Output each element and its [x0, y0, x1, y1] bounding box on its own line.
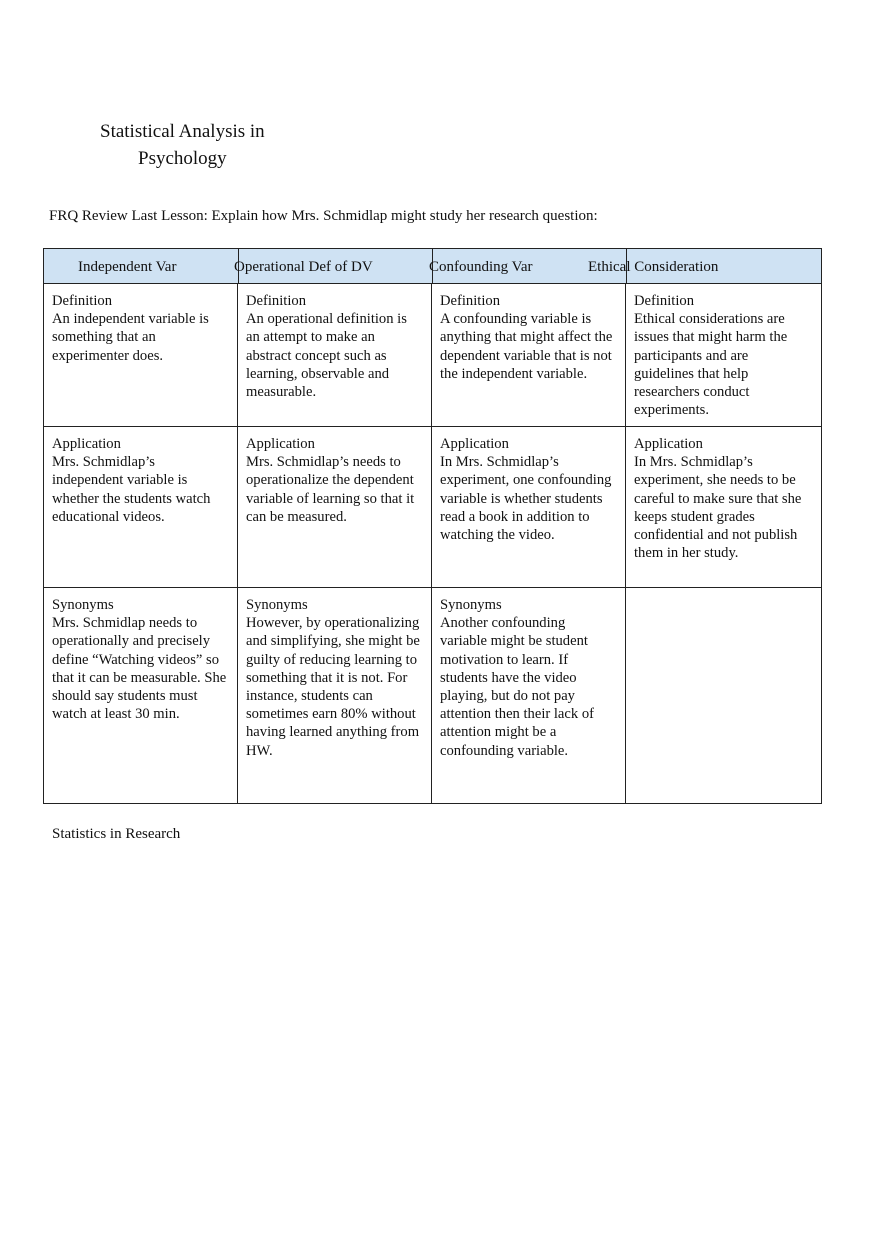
cell-text: Ethical considerations are issues that might harm the participants and are guidelines that help researchers conduct experiments.: [634, 311, 788, 419]
table-row-application: [44, 427, 822, 588]
header-independent-var: Independent Var: [78, 259, 177, 275]
table-cell: [432, 427, 626, 588]
table-cell: [238, 427, 432, 588]
table-cell: [44, 588, 238, 804]
header-cell: [44, 249, 822, 284]
cell-label: Definition: [52, 293, 112, 309]
title-line-2: Psychology: [138, 148, 227, 169]
cell-label: Application: [440, 436, 509, 452]
table-cell: [238, 284, 432, 427]
cell-text: A confounding variable is anything that might affect the dependent variable that is not the independent variable.: [440, 311, 613, 382]
cell-text: Mrs. Schmidlap’s independent variable is whether the students watch educational videos.: [52, 454, 211, 525]
section-heading-statistics: Statistics in Research: [52, 826, 181, 842]
title-line-1: Statistical Analysis in: [100, 121, 265, 142]
cell-label: Synonyms: [246, 597, 308, 613]
table-cell: [44, 427, 238, 588]
header-operational-def: Operational Def of DV: [234, 259, 373, 275]
table-cell: [238, 588, 432, 804]
table-cell: [626, 427, 822, 588]
cell-label: Application: [634, 436, 703, 452]
table-cell: [44, 284, 238, 427]
table-row-synonyms: [44, 588, 822, 804]
frq-table: [43, 248, 822, 804]
cell-text: However, by operationalizing and simplifying, she might be guilty of reducing learning to something that it is not. For instance, students can sometimes earn 80% without having learned anything from HW.: [246, 615, 420, 759]
table-cell: [432, 588, 626, 804]
cell-label: Application: [246, 436, 315, 452]
cell-text: Another confounding variable might be student motivation to learn. If students have the video playing, but do not pay attention then their lack of attention might be a confounding variable.: [440, 615, 594, 759]
document-title: [100, 118, 265, 172]
cell-label: Definition: [246, 293, 306, 309]
table-cell-empty: [626, 588, 822, 804]
cell-label: Definition: [634, 293, 694, 309]
cell-label: Definition: [440, 293, 500, 309]
cell-text: In Mrs. Schmidlap’s experiment, she needs to be careful to make sure that she keeps student grades confidential and not publish them in her study.: [634, 454, 802, 562]
table-cell: [432, 284, 626, 427]
cell-label: Application: [52, 436, 121, 452]
table-row-definition: [44, 284, 822, 427]
cell-text: An independent variable is something that an experimenter does.: [52, 311, 209, 364]
cell-text: Mrs. Schmidlap’s needs to operationalize the dependent variable of learning so that it can be measured.: [246, 454, 415, 525]
header-ethical-consideration: Ethical Consideration: [588, 259, 719, 275]
header-confounding-var: Confounding Var: [429, 259, 533, 275]
table-cell: [626, 284, 822, 427]
cell-text: An operational definition is an attempt to make an abstract concept such as learning, observable and measurable.: [246, 311, 407, 401]
frq-prompt: FRQ Review Last Lesson: Explain how Mrs. Schmidlap might study her research question:: [49, 208, 598, 224]
cell-text: Mrs. Schmidlap needs to operationally and precisely define “Watching videos” so that it can be measurable. She should say students must watch at least 30 min.: [52, 615, 227, 723]
cell-label: Synonyms: [440, 597, 502, 613]
cell-text: In Mrs. Schmidlap’s experiment, one confounding variable is whether students read a book in addition to watching the video.: [440, 454, 612, 544]
cell-label: Synonyms: [52, 597, 114, 613]
table-header-row: [44, 249, 822, 284]
